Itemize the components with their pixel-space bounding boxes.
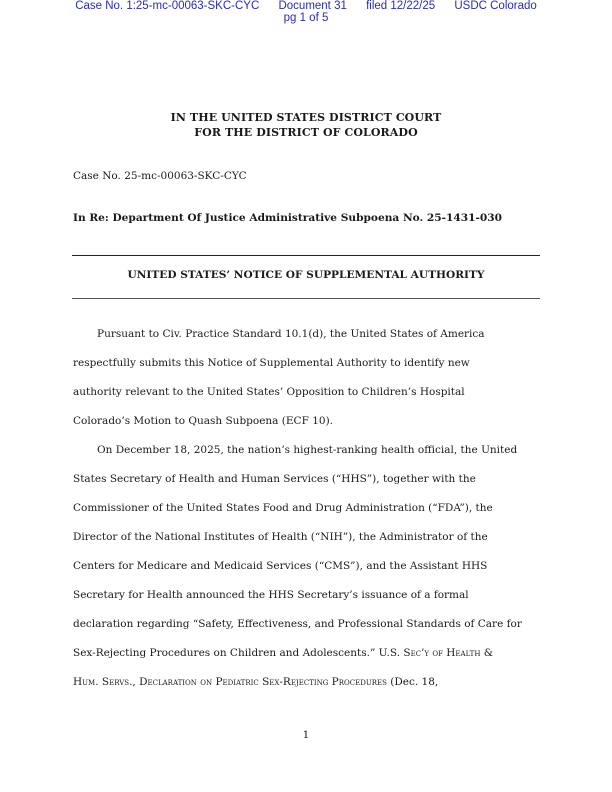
body-line: respectfully submits this Notice of Supplemental Authority to identify new [73, 357, 470, 369]
stamp-case-number: Case No. 1:25-mc-00063-SKC-CYC [75, 0, 260, 12]
ecf-filing-stamp [0, 0, 612, 24]
body-line-citation [73, 645, 543, 674]
paragraph-1 [73, 326, 543, 442]
court-header-line-2: FOR THE DISTRICT OF COLORADO [194, 126, 418, 139]
stamp-line-1 [0, 0, 612, 12]
document-body [73, 326, 543, 703]
body-line-citation [73, 674, 543, 703]
court-header-line-1: IN THE UNITED STATES DISTRICT COURT [170, 111, 442, 124]
body-line: declaration regarding “Safety, Effectiveness, and Professional Standards of Care for [73, 618, 522, 630]
body-line: States Secretary of Health and Human Services (“HHS”), together with the [73, 473, 476, 485]
case-number: Case No. 25-mc-00063-SKC-CYC [73, 170, 247, 182]
citation-smallcaps: Hum. Servs., Declaration on Pediatric Sex-Rejecting Procedures [73, 676, 387, 688]
body-line: Pursuant to Civ. Practice Standard 10.1(d), the United States of America [97, 328, 485, 340]
body-line: Colorado’s Motion to Quash Subpoena (ECF 10). [73, 415, 333, 427]
body-line: Commissioner of the United States Food and Drug Administration (“FDA”), the [73, 502, 493, 514]
stamp-document-number: Document 31 [278, 0, 347, 12]
court-header [0, 110, 612, 140]
stamp-court: USDC Colorado [454, 0, 537, 12]
page-number: 1 [302, 729, 310, 741]
paragraph-2 [73, 442, 543, 703]
body-line: authority relevant to the United States’ Opposition to Children’s Hospital [73, 386, 465, 398]
citation-text: Sex-Rejecting Procedures on Children and Adolescents.” U.S. [73, 647, 404, 659]
case-caption: In Re: Department Of Justice Administrative Subpoena No. 25-1431-030 [73, 212, 503, 224]
body-line: Centers for Medicare and Medicaid Services (“CMS”), and the Assistant HHS [73, 560, 488, 572]
title-rule-top [72, 255, 540, 256]
stamp-page-count: pg 1 of 5 [283, 12, 329, 24]
citation-smallcaps: Sec’y of Health & [403, 647, 494, 659]
body-line: Secretary for Health announced the HHS Secretary’s issuance of a formal [73, 589, 469, 601]
body-line: On December 18, 2025, the nation’s highest-ranking health official, the United [97, 444, 518, 456]
body-line: Director of the National Institutes of Health (“NIH”), the Administrator of the [73, 531, 488, 543]
title-rule-bottom [72, 298, 540, 299]
stamp-filed-date: filed 12/22/25 [366, 0, 436, 12]
citation-text: (Dec. 18, [386, 676, 439, 688]
document-title: UNITED STATES’ NOTICE OF SUPPLEMENTAL AUTHORITY [127, 269, 485, 281]
